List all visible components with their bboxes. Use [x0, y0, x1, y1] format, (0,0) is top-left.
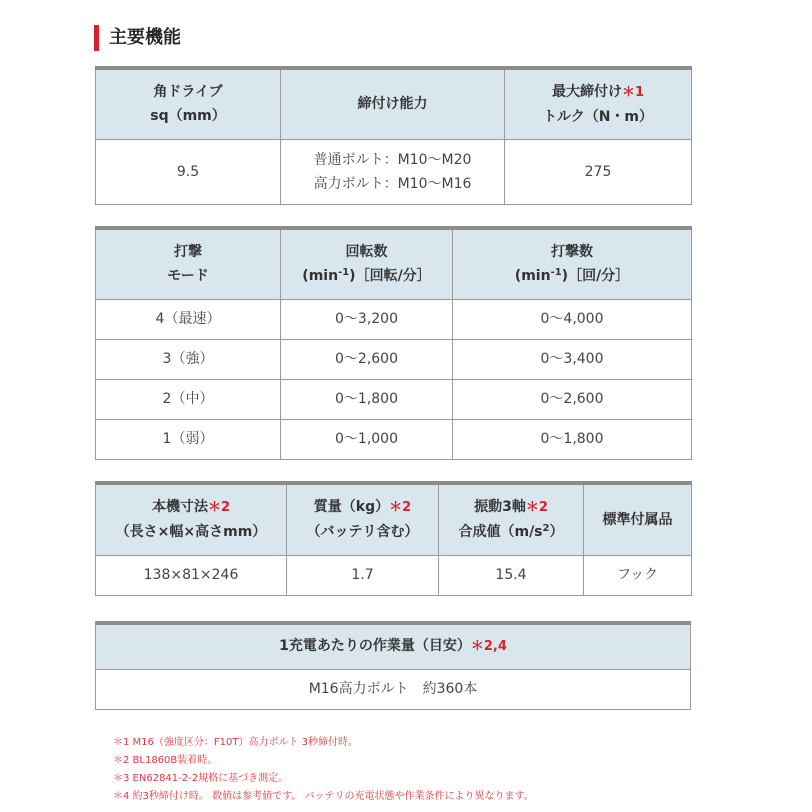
cell-rpm: 0～2,600 — [281, 339, 453, 379]
spec-table-dimensions — [95, 481, 692, 596]
header-dimensions: 本機寸法＊2 （長さ×幅×高さmm） — [96, 483, 287, 555]
header-work-per-charge: 1充電あたりの作業量（目安）＊2,4 — [96, 623, 691, 669]
cell-mode: 2（中） — [96, 379, 281, 419]
cell-rpm: 0～3,200 — [281, 299, 453, 339]
spec-table-modes — [95, 226, 692, 460]
spec-table-drive — [95, 66, 692, 205]
footnote: ＊3 EN62841-2-2規格に基づき測定。 — [113, 773, 289, 784]
cell-max-torque: 275 — [505, 139, 692, 204]
table-row — [96, 299, 692, 339]
cell-ipm: 0～2,600 — [453, 379, 692, 419]
table-row — [96, 339, 692, 379]
cell-mode: 1（弱） — [96, 419, 281, 459]
header-vibration: 振動3軸＊2 合成値$(m/s^2)$ — [439, 483, 584, 555]
cell-ipm: 0～4,000 — [453, 299, 692, 339]
note-mark: ＊2 — [207, 500, 231, 516]
cell-rpm: 0～1,800 — [281, 379, 453, 419]
note-mark: ＊2,4 — [470, 639, 507, 655]
cell-mass: 1.7 — [287, 555, 439, 595]
header-capacity: 締付け能力 — [281, 68, 505, 139]
header-accessories: 標準付属品 — [584, 483, 692, 555]
cell-accessories: フック — [584, 555, 692, 595]
cell-dimensions: 138×81×246 — [96, 555, 287, 595]
footnote: ＊4 約3秒締付け時。 数値は参考値です。 バッテリの充電状態や作業条件により異なります。 — [113, 791, 534, 802]
header-mass: 質量（kg）＊2 （バッテリ含む） — [287, 483, 439, 555]
footnotes — [113, 734, 534, 806]
table-row — [96, 419, 692, 459]
note-mark: ＊2 — [389, 500, 412, 516]
header-rotation-speed: 回転数 $(\min^{-1})[$回転/分］ — [281, 228, 453, 299]
cell-ipm: 0～3,400 — [453, 339, 692, 379]
cell-capacity: 普通ボルト：M10～M20 高力ボルト：M10～M16 — [281, 139, 505, 204]
page-title: 主要機能 — [109, 27, 181, 48]
cell-square-drive: 9.5 — [96, 139, 281, 204]
cell-mode: 3（強） — [96, 339, 281, 379]
note-mark: ＊1 — [621, 84, 645, 100]
spec-table-work-per-charge — [95, 621, 691, 710]
header-impact-rate: 打撃数 $(\min^{-1})[$回/分］ — [453, 228, 692, 299]
cell-vibration: 15.4 — [439, 555, 584, 595]
note-mark: ＊2 — [525, 500, 548, 516]
cell-work-per-charge: M16高力ボルト 約360本 — [96, 669, 691, 709]
header-max-torque: 最大締付け＊1 トルク（N・m） — [505, 68, 692, 139]
table-row — [96, 555, 692, 595]
cell-rpm: 0～1,000 — [281, 419, 453, 459]
table-row — [96, 379, 692, 419]
footnote: ＊1 M16（強度区分：F10T）高力ボルト 3秒締付時。 — [113, 737, 359, 748]
cell-ipm: 0～1,800 — [453, 419, 692, 459]
cell-mode: 4（最速） — [96, 299, 281, 339]
footnote: ＊2 BL1860B装着時。 — [113, 755, 218, 766]
header-impact-mode: 打撃 モード — [96, 228, 281, 299]
header-square-drive: 角ドライブ sq（mm） — [96, 68, 281, 139]
title-accent-bar — [94, 25, 99, 51]
